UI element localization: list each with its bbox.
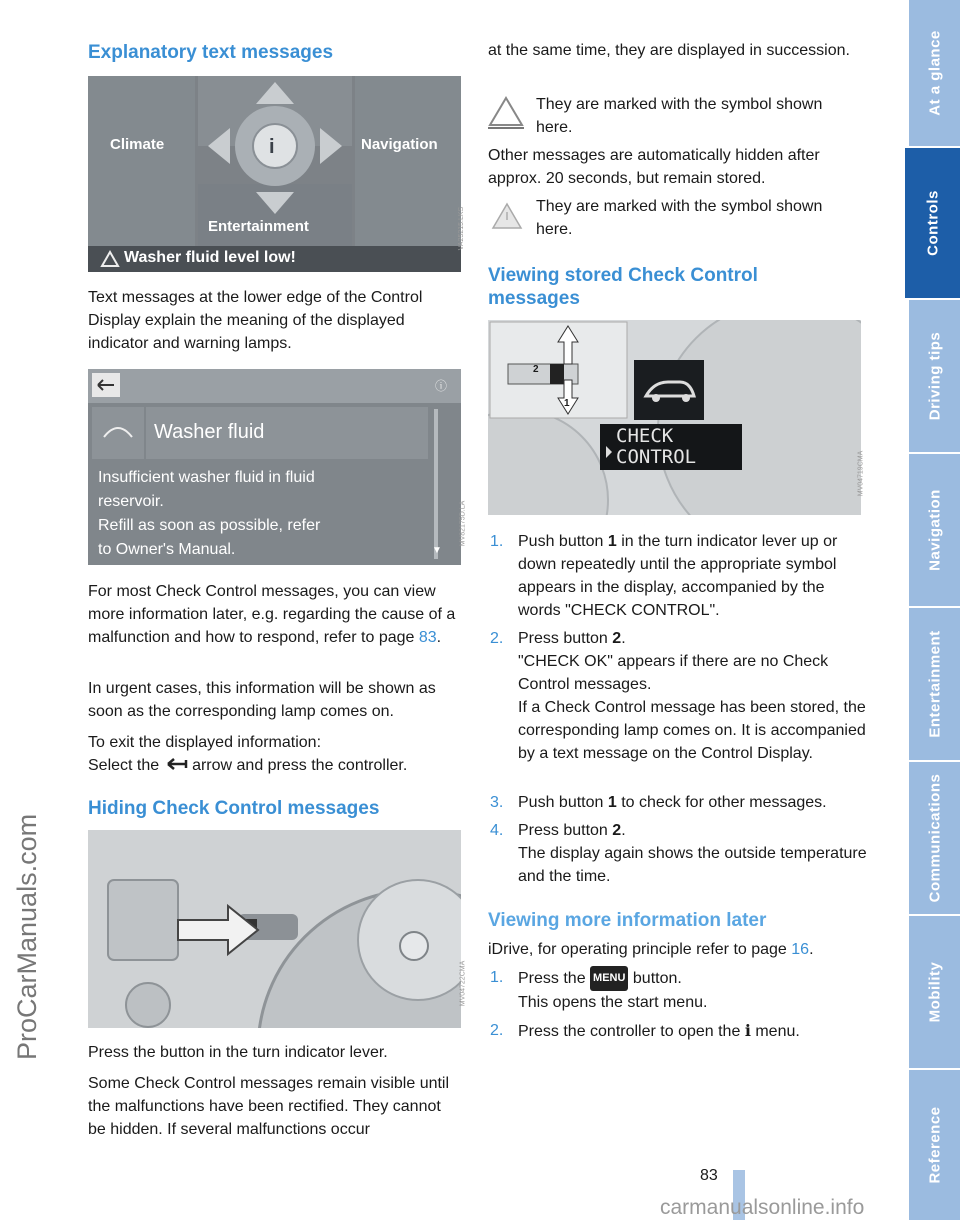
tab-driving-tips[interactable]: Driving tips <box>909 300 960 454</box>
warning-triangle-icon <box>488 95 524 129</box>
figure-id: VA25215.LKS <box>458 206 466 251</box>
navigation-label: Navigation <box>361 136 438 153</box>
climate-label: Climate <box>110 136 165 153</box>
paragraph-idrive: iDrive, for operating principle refer to page 16. <box>488 941 814 958</box>
page-number: 83 <box>700 1167 718 1184</box>
note-symbol-1: They are marked with the symbol shown here. <box>536 96 823 136</box>
heading-viewing-stored: Viewing stored Check Control messages <box>488 265 758 309</box>
washer-fluid-title: Washer fluid <box>154 421 265 443</box>
tab-communications[interactable]: Communications <box>909 762 960 916</box>
check-control-display: CHECK CONTROL <box>616 425 697 468</box>
info-icon: i <box>269 136 275 158</box>
step-3: 3. Push button 1 to check for other messages. <box>490 794 827 811</box>
note-symbol-2: They are marked with the symbol shown here. <box>536 198 823 238</box>
paragraph-auto-hidden: Other messages are automatically hidden after approx. 20 seconds, but remain stored. <box>488 147 820 187</box>
menu-button-icon: MENU <box>590 966 628 991</box>
step-1: 1. Push button 1 in the turn indicator lever up or down repeatedly until the appropriate symbol appears in the display, accompanied by the words "CHECK CONTROL". <box>490 533 838 619</box>
figure-id: MV04719CMA <box>857 450 865 497</box>
tab-entertainment[interactable]: Entertainment <box>909 608 960 762</box>
page-link[interactable]: 16 <box>791 941 810 958</box>
tab-reference[interactable]: Reference <box>909 1070 960 1222</box>
tab-controls[interactable]: Controls <box>905 148 960 300</box>
button-2-label: 2 <box>533 364 539 375</box>
more-step-2: 2. Press the controller to open the i menu. <box>490 1021 800 1040</box>
heading-explanatory-text-messages: Explanatory text messages <box>88 42 334 63</box>
page-link[interactable]: 83 <box>418 629 437 646</box>
back-arrow-icon <box>164 757 188 771</box>
entertainment-label: Entertainment <box>208 218 309 235</box>
figure-id: MV82175D.LA <box>459 500 467 547</box>
stored-message-triangle-icon <box>490 200 524 232</box>
button-1-label: 1 <box>564 398 570 409</box>
paragraph-urgent: In urgent cases, this information will be shown as soon as the corresponding lamp comes on. <box>88 680 436 720</box>
footer-watermark: carmanualsonline.info <box>660 1196 865 1219</box>
instrument-cluster-figure <box>488 320 861 515</box>
washer-fluid-message: Insufficient washer fluid in fluid reservoir. Refill as soon as possible, refer to Owner's Manual. <box>98 469 321 558</box>
idrive-menu-figure <box>88 76 461 272</box>
tab-navigation[interactable]: Navigation <box>909 454 960 608</box>
washer-fluid-display-figure <box>88 369 461 565</box>
paragraph-text-messages: Text messages at the lower edge of the Control Display explain the meaning of the displayed indicator and warning lamps. <box>88 289 423 352</box>
info-menu-icon: i <box>744 1021 751 1040</box>
paragraph-succession: at the same time, they are displayed in succession. <box>488 42 850 59</box>
paragraph-remain-visible: Some Check Control messages remain visible until the malfunctions have been rectified. They cannot be hidden. If several malfunctions occur <box>88 1075 450 1138</box>
side-watermark: ProCarManuals.com <box>12 813 42 1060</box>
step-4: 4. Press button 2. The display again shows the outside temperature and the time. <box>490 822 867 885</box>
figure-id: MV04722CMA <box>459 960 467 1007</box>
paragraph-exit: To exit the displayed information: Select the arrow and press the controller. <box>88 734 408 774</box>
paragraph-press-button: Press the button in the turn indicator lever. <box>88 1044 388 1061</box>
turn-indicator-lever-figure <box>88 830 461 1028</box>
tab-mobility[interactable]: Mobility <box>909 916 960 1070</box>
scroll-down-icon: ▼ <box>432 545 442 556</box>
heading-viewing-more-info: Viewing more information later <box>488 910 767 931</box>
paragraph-more-info: For most Check Control messages, you can view more information later, e.g. regarding the cause of a malfunction and how to respond, refer to page 83. <box>88 583 456 646</box>
info-icon: ⓘ <box>435 379 448 393</box>
heading-hiding-check-control: Hiding Check Control messages <box>88 798 380 819</box>
tab-at-a-glance[interactable]: At a glance <box>909 0 960 148</box>
more-step-1: 1. Press the MENU button. This opens the start menu. <box>490 966 870 1014</box>
step-2: 2. Press button 2. "CHECK OK" appears if there are no Check Control messages. If a Check Control message has been stored, the corresponding lamp comes on. It is accompanied by a text message on the Control Display. <box>490 630 866 762</box>
washer-warning-text: Washer fluid level low! <box>124 249 296 266</box>
